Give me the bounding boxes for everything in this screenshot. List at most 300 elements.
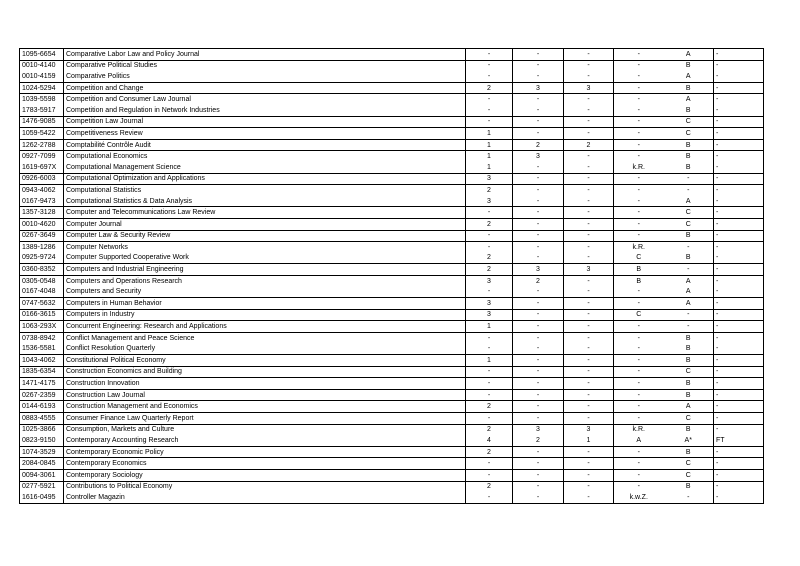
rating-cell-1: 3 — [466, 275, 513, 286]
rating-cell-3: - — [564, 469, 614, 481]
table-row — [20, 71, 764, 82]
rating-cell-3: 1 — [564, 435, 614, 446]
rating-cell-1: 1 — [466, 128, 513, 140]
rating-cell-1: 1 — [466, 139, 513, 151]
rating-cell-1: - — [466, 94, 513, 105]
issn-cell: 1059-5422 — [20, 128, 64, 140]
journal-name-cell: Computer Law & Security Review — [64, 230, 466, 242]
rating-cell-4: A — [614, 435, 664, 446]
rating-cell-4: - — [614, 321, 664, 333]
rating-cell-1: - — [466, 49, 513, 61]
rating-cell-2: - — [513, 173, 564, 185]
journal-name-cell: Computer Networks — [64, 242, 466, 253]
rating-cell-1: 3 — [466, 196, 513, 207]
rating-cell-6: - — [714, 366, 764, 378]
rating-cell-3: 3 — [564, 424, 614, 435]
issn-cell: 1476-9085 — [20, 116, 64, 128]
rating-cell-3: - — [564, 196, 614, 207]
rating-cell-1: - — [466, 332, 513, 343]
rating-cell-1: 2 — [466, 264, 513, 276]
rating-cell-3: - — [564, 162, 614, 173]
journal-name-cell: Competition and Consumer Law Journal — [64, 94, 466, 105]
rating-cell-5: C — [664, 458, 714, 470]
table-row — [20, 469, 764, 481]
rating-cell-6: - — [714, 343, 764, 354]
journal-name-cell: Construction Law Journal — [64, 389, 466, 401]
rating-cell-4: - — [614, 298, 664, 310]
rating-cell-5: B — [664, 355, 714, 367]
issn-cell: 0360-8352 — [20, 264, 64, 276]
issn-cell: 1024-5294 — [20, 82, 64, 94]
table-row — [20, 366, 764, 378]
rating-cell-5: - — [664, 309, 714, 321]
journal-name-cell: Competition and Change — [64, 82, 466, 94]
issn-cell: 0943-4062 — [20, 185, 64, 196]
rating-cell-5: C — [664, 413, 714, 425]
issn-cell: 1074-3529 — [20, 446, 64, 458]
rating-cell-6: - — [714, 286, 764, 297]
rating-cell-1: - — [466, 366, 513, 378]
rating-cell-4: k.R. — [614, 162, 664, 173]
rating-cell-6: - — [714, 321, 764, 333]
rating-cell-2: - — [513, 162, 564, 173]
rating-cell-5: B — [664, 446, 714, 458]
rating-cell-2: - — [513, 366, 564, 378]
rating-cell-2: - — [513, 116, 564, 128]
rating-cell-5: C — [664, 128, 714, 140]
rating-cell-3: - — [564, 253, 614, 264]
journal-name-cell: Constitutional Political Economy — [64, 355, 466, 367]
journal-name-cell: Construction Management and Economics — [64, 401, 466, 413]
rating-cell-6: - — [714, 162, 764, 173]
rating-cell-6: - — [714, 60, 764, 71]
rating-cell-1: - — [466, 60, 513, 71]
table-row — [20, 492, 764, 503]
rating-cell-5: B — [664, 105, 714, 116]
rating-cell-4: C — [614, 309, 664, 321]
rating-cell-5: A — [664, 286, 714, 297]
rating-cell-6: - — [714, 82, 764, 94]
rating-cell-5: B — [664, 343, 714, 354]
rating-cell-3: - — [564, 94, 614, 105]
rating-cell-4: - — [614, 366, 664, 378]
rating-cell-5: A — [664, 196, 714, 207]
journal-name-cell: Consumption, Markets and Culture — [64, 424, 466, 435]
journal-name-cell: Conflict Management and Peace Science — [64, 332, 466, 343]
journal-name-cell: Computers and Industrial Engineering — [64, 264, 466, 276]
journal-name-cell: Contemporary Economic Policy — [64, 446, 466, 458]
rating-cell-4: - — [614, 82, 664, 94]
journal-name-cell: Computer Journal — [64, 218, 466, 230]
journal-ranking-table — [19, 48, 764, 504]
rating-cell-2: - — [513, 185, 564, 196]
rating-cell-2: - — [513, 286, 564, 297]
table-row — [20, 218, 764, 230]
table-row — [20, 264, 764, 276]
rating-cell-2: - — [513, 321, 564, 333]
rating-cell-1: - — [466, 378, 513, 390]
issn-cell: 1095-6654 — [20, 49, 64, 61]
rating-cell-2: - — [513, 71, 564, 82]
rating-cell-6: - — [714, 298, 764, 310]
rating-cell-3: - — [564, 49, 614, 61]
rating-cell-5: B — [664, 230, 714, 242]
table-row — [20, 128, 764, 140]
journal-name-cell: Contemporary Economics — [64, 458, 466, 470]
issn-cell: 0167-4048 — [20, 286, 64, 297]
rating-cell-2: - — [513, 207, 564, 219]
table-row — [20, 389, 764, 401]
rating-cell-6: - — [714, 128, 764, 140]
rating-cell-6: - — [714, 116, 764, 128]
rating-cell-5: C — [664, 116, 714, 128]
rating-cell-4: - — [614, 139, 664, 151]
rating-cell-2: - — [513, 196, 564, 207]
rating-cell-5: - — [664, 321, 714, 333]
rating-cell-6: - — [714, 492, 764, 503]
rating-cell-6: - — [714, 218, 764, 230]
journal-name-cell: Concurrent Engineering: Research and Applications — [64, 321, 466, 333]
table-row — [20, 321, 764, 333]
rating-cell-3: - — [564, 173, 614, 185]
issn-cell: 1025-3866 — [20, 424, 64, 435]
rating-cell-3: - — [564, 446, 614, 458]
rating-cell-1: - — [466, 389, 513, 401]
rating-cell-5: A* — [664, 435, 714, 446]
table-row — [20, 253, 764, 264]
table-row — [20, 286, 764, 297]
rating-cell-2: 3 — [513, 82, 564, 94]
rating-cell-1: 1 — [466, 321, 513, 333]
journal-name-cell: Comparative Labor Law and Policy Journal — [64, 49, 466, 61]
journal-name-cell: Computational Optimization and Applications — [64, 173, 466, 185]
rating-cell-5: B — [664, 389, 714, 401]
rating-cell-2: - — [513, 355, 564, 367]
table-row — [20, 298, 764, 310]
journal-name-cell: Comparative Political Studies — [64, 60, 466, 71]
journal-name-cell: Computational Management Science — [64, 162, 466, 173]
table-row — [20, 185, 764, 196]
rating-cell-1: 2 — [466, 481, 513, 492]
rating-cell-1: 1 — [466, 151, 513, 162]
rating-cell-6: - — [714, 458, 764, 470]
issn-cell: 0925-9724 — [20, 253, 64, 264]
rating-cell-4: - — [614, 343, 664, 354]
journal-name-cell: Contemporary Accounting Research — [64, 435, 466, 446]
rating-cell-2: - — [513, 446, 564, 458]
rating-cell-2: 2 — [513, 435, 564, 446]
rating-cell-3: - — [564, 332, 614, 343]
issn-cell: 0305-0548 — [20, 275, 64, 286]
table-row — [20, 332, 764, 343]
issn-cell: 1783-5917 — [20, 105, 64, 116]
rating-cell-6: - — [714, 446, 764, 458]
table-row — [20, 481, 764, 492]
issn-cell: 1835-6354 — [20, 366, 64, 378]
journal-name-cell: Construction Economics and Building — [64, 366, 466, 378]
journal-name-cell: Computers and Operations Research — [64, 275, 466, 286]
rating-cell-6: - — [714, 413, 764, 425]
rating-cell-1: - — [466, 469, 513, 481]
issn-cell: 0927-7099 — [20, 151, 64, 162]
issn-cell: 1262-2788 — [20, 139, 64, 151]
rating-cell-5: - — [687, 186, 690, 194]
rating-cell-2: - — [513, 401, 564, 413]
issn-cell: 1471-4175 — [20, 378, 64, 390]
rating-cell-6: - — [714, 139, 764, 151]
table-row — [20, 207, 764, 219]
rating-cell-4: C — [614, 253, 664, 264]
rating-cell-4: - — [614, 94, 664, 105]
rating-cell-3: - — [564, 105, 614, 116]
table-row — [20, 60, 764, 71]
rating-cell-5: A — [685, 277, 691, 285]
rating-cell-2: - — [513, 49, 564, 61]
rating-cell-5: B — [664, 139, 714, 151]
journal-name-cell: Comptabilité Contrôle Audit — [64, 139, 466, 151]
rating-cell-5: A — [664, 49, 714, 61]
rating-cell-3: - — [564, 458, 614, 470]
rating-cell-6: - — [714, 378, 764, 390]
journal-name-cell: Construction Innovation — [64, 378, 466, 390]
table-row — [20, 173, 764, 185]
rating-cell-5: C — [664, 207, 714, 219]
rating-cell-4: - — [614, 355, 664, 367]
table-row — [20, 230, 764, 242]
rating-cell-1: - — [466, 105, 513, 116]
rating-cell-2: - — [513, 378, 564, 390]
rating-cell-4: - — [614, 218, 664, 230]
issn-cell: 0277-5921 — [20, 481, 64, 492]
rating-cell-2: 2 — [513, 275, 564, 286]
rating-cell-6: - — [714, 424, 764, 435]
rating-cell-2: - — [513, 469, 564, 481]
rating-cell-5: B — [664, 82, 714, 94]
issn-cell: 0094-3061 — [20, 469, 64, 481]
journal-name-cell: Computational Statistics — [64, 185, 466, 196]
rating-cell-3: - — [564, 366, 614, 378]
rating-cell-3: - — [564, 355, 614, 367]
rating-cell-5: - — [687, 243, 690, 251]
rating-cell-6: - — [714, 264, 764, 276]
rating-cell-4: - — [614, 60, 664, 71]
rating-cell-2: - — [513, 481, 564, 492]
rating-cell-1: 1 — [466, 355, 513, 367]
table-row — [20, 162, 764, 173]
rating-cell-4: - — [614, 116, 664, 128]
issn-cell: 0738-8942 — [20, 332, 64, 343]
issn-cell: 1357-3128 — [20, 207, 64, 219]
journal-name-cell: Computer Supported Cooperative Work — [64, 253, 466, 264]
rating-cell-3: - — [564, 151, 614, 162]
rating-cell-5: C — [664, 469, 714, 481]
rating-cell-1: 3 — [466, 173, 513, 185]
rating-cell-6: - — [714, 207, 764, 219]
rating-cell-4: k.R. — [614, 424, 664, 435]
rating-cell-5: A — [685, 96, 691, 104]
rating-cell-2: - — [513, 105, 564, 116]
rating-cell-6: - — [714, 151, 764, 162]
rating-cell-3: - — [564, 71, 614, 82]
rating-cell-3: - — [564, 230, 614, 242]
rating-cell-6: - — [714, 94, 764, 105]
rating-cell-5: B — [685, 426, 691, 434]
table-row — [20, 401, 764, 413]
issn-cell: 0883-4555 — [20, 413, 64, 425]
issn-cell: 1619-697X — [20, 162, 64, 173]
rating-cell-6: - — [714, 332, 764, 343]
rating-cell-5: C — [664, 366, 714, 378]
rating-cell-6: - — [714, 275, 764, 286]
rating-cell-1: 2 — [466, 218, 513, 230]
table-row — [20, 275, 764, 286]
rating-cell-3: - — [564, 481, 614, 492]
rating-cell-6: - — [714, 230, 764, 242]
rating-cell-4: - — [614, 401, 664, 413]
issn-cell: 1039-5598 — [20, 94, 64, 105]
rating-cell-4: - — [614, 185, 664, 196]
table-row — [20, 413, 764, 425]
rating-cell-6: - — [714, 242, 764, 253]
rating-cell-1: - — [466, 413, 513, 425]
rating-cell-2: - — [513, 60, 564, 71]
rating-cell-5: B — [664, 253, 714, 264]
rating-cell-3: - — [564, 321, 614, 333]
table-body — [20, 49, 764, 504]
rating-cell-3: - — [564, 309, 614, 321]
rating-cell-4: - — [614, 413, 664, 425]
rating-cell-3: - — [564, 343, 614, 354]
journal-name-cell: Controller Magazin — [64, 492, 466, 503]
table-row — [20, 49, 764, 61]
journal-name-cell: Conflict Resolution Quarterly — [64, 343, 466, 354]
rating-cell-2: - — [513, 389, 564, 401]
rating-cell-5: B — [685, 62, 691, 70]
rating-cell-1: 3 — [466, 309, 513, 321]
journal-name-cell: Computers and Security — [64, 286, 466, 297]
journal-name-cell: Contemporary Sociology — [64, 469, 466, 481]
rating-cell-6: - — [714, 196, 764, 207]
rating-cell-1: 2 — [466, 253, 513, 264]
rating-cell-6: - — [714, 253, 764, 264]
rating-cell-2: - — [513, 218, 564, 230]
rating-cell-5: A — [664, 298, 714, 310]
table-row — [20, 94, 764, 105]
rating-cell-2: 3 — [513, 151, 564, 162]
table-row — [20, 139, 764, 151]
rating-cell-5: A — [664, 401, 714, 413]
table-row — [20, 378, 764, 390]
issn-cell: 0010-4620 — [20, 218, 64, 230]
issn-cell: 1389-1286 — [20, 242, 64, 253]
table-row — [20, 424, 764, 435]
rating-cell-2: 3 — [513, 424, 564, 435]
rating-cell-4: - — [614, 230, 664, 242]
rating-cell-1: 2 — [466, 82, 513, 94]
issn-cell: 1043-4062 — [20, 355, 64, 367]
rating-cell-4: - — [614, 469, 664, 481]
rating-cell-5: B — [664, 162, 714, 173]
rating-cell-3: - — [564, 286, 614, 297]
rating-cell-3: - — [564, 389, 614, 401]
issn-cell: 1616-0495 — [20, 492, 64, 503]
rating-cell-2: 2 — [513, 139, 564, 151]
table-row — [20, 458, 764, 470]
rating-cell-3: - — [564, 218, 614, 230]
rating-cell-4: - — [614, 128, 664, 140]
issn-cell: 0166-3615 — [20, 309, 64, 321]
rating-cell-1: 2 — [466, 446, 513, 458]
rating-cell-3: - — [564, 128, 614, 140]
rating-cell-4: - — [614, 446, 664, 458]
journal-name-cell: Computers in Human Behavior — [64, 298, 466, 310]
rating-cell-2: - — [513, 492, 564, 503]
table-row — [20, 196, 764, 207]
issn-cell: 0010-4140 — [20, 60, 64, 71]
rating-cell-1: - — [466, 343, 513, 354]
rating-cell-3: 3 — [564, 82, 614, 94]
rating-cell-4: - — [614, 71, 664, 82]
rating-cell-2: - — [513, 413, 564, 425]
table-row — [20, 435, 764, 446]
rating-cell-6: - — [714, 309, 764, 321]
rating-cell-4: - — [614, 196, 664, 207]
issn-cell: 0823-9150 — [20, 435, 64, 446]
rating-cell-2: - — [513, 242, 564, 253]
rating-cell-2: - — [513, 94, 564, 105]
table-row — [20, 82, 764, 94]
table-row — [20, 309, 764, 321]
rating-cell-1: 2 — [466, 424, 513, 435]
rating-cell-4: - — [614, 173, 664, 185]
table-row — [20, 116, 764, 128]
rating-cell-6: - — [714, 481, 764, 492]
rating-cell-5: B — [685, 334, 691, 342]
rating-cell-4: - — [614, 481, 664, 492]
rating-cell-2: - — [513, 458, 564, 470]
journal-name-cell: Competition Law Journal — [64, 116, 466, 128]
rating-cell-5: B — [664, 378, 714, 390]
rating-cell-4: - — [614, 389, 664, 401]
table-row — [20, 105, 764, 116]
rating-cell-2: - — [513, 128, 564, 140]
issn-cell: 0144-6193 — [20, 401, 64, 413]
journal-name-cell: Competitiveness Review — [64, 128, 466, 140]
rating-cell-3: 2 — [564, 139, 614, 151]
rating-cell-5: - — [664, 173, 714, 185]
table-row — [20, 242, 764, 253]
rating-cell-1: 3 — [466, 298, 513, 310]
rating-cell-6: - — [714, 355, 764, 367]
rating-cell-4: - — [614, 458, 664, 470]
issn-cell: 0926-6003 — [20, 173, 64, 185]
rating-cell-3: - — [564, 60, 614, 71]
rating-cell-2: - — [513, 309, 564, 321]
rating-cell-4: - — [614, 49, 664, 61]
rating-cell-6: - — [714, 71, 764, 82]
journal-name-cell: Computational Economics — [64, 151, 466, 162]
rating-cell-5: A — [664, 71, 714, 82]
issn-cell: 1063-293X — [20, 321, 64, 333]
issn-cell: 2084-0845 — [20, 458, 64, 470]
rating-cell-1: - — [466, 492, 513, 503]
rating-cell-2: - — [513, 343, 564, 354]
rating-cell-4: B — [614, 275, 664, 286]
rating-cell-3: - — [564, 207, 614, 219]
rating-cell-4: - — [614, 286, 664, 297]
rating-cell-3: - — [564, 116, 614, 128]
rating-cell-3: - — [564, 413, 614, 425]
